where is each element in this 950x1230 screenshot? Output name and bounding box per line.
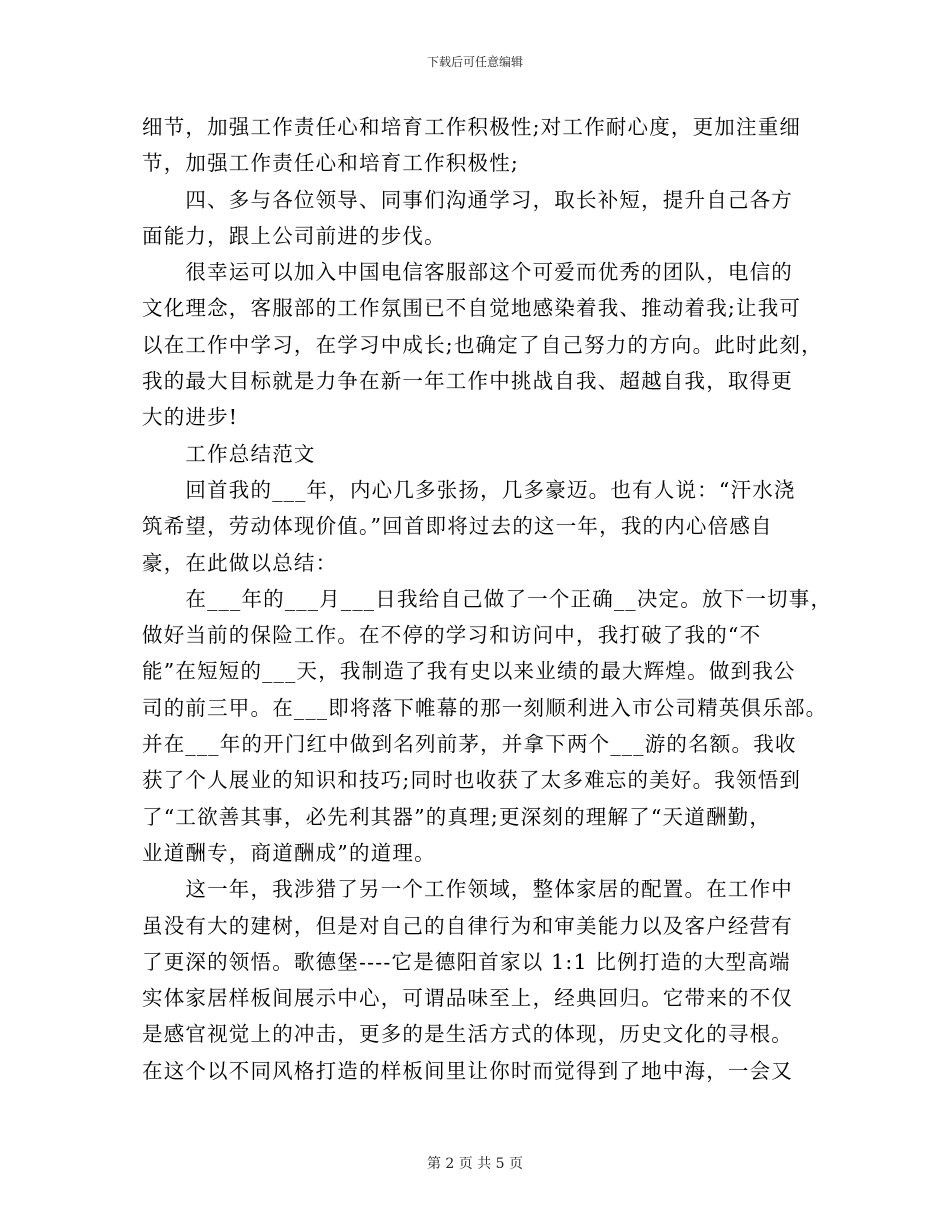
page-header: 下载后可任意编辑 <box>426 55 523 69</box>
text-line: 做好当前的保险工作。在不停的学习和访问中，我打破了我的“不 <box>142 623 762 648</box>
text-line: 细节，加强工作责任心和培育工作积极性;对工作耐心度，更加注重细 <box>142 115 802 139</box>
text-line: 我的最大目标就是力争在新一年工作中挑战自我、超越自我，取得更 <box>142 369 793 394</box>
page-footer: 第 2 页 共 5 页 <box>426 1156 524 1172</box>
text-line: 文化理念，客服部的工作氛围已不自觉地感染着我、推动着我;让我可 <box>142 296 802 321</box>
text-line: 筑希望，劳动体现价值。”回首即将过去的这一年，我的内心倍感自 <box>142 514 773 539</box>
text-line: 实体家居样板间展示中心，可谓品味至上，经典回归。它带来的不仅 <box>142 986 793 1011</box>
section-heading: 工作总结范文 <box>142 441 316 466</box>
text-line: 大的进步! <box>142 405 239 430</box>
text-line: 很幸运可以加入中国电信客服部这个可爱而优秀的团队，电信的 <box>142 260 793 285</box>
text-line: 在这个以不同风格打造的样板间里让你时而觉得到了地中海，一会又 <box>142 1058 793 1083</box>
text-line: 节，加强工作责任心和培育工作积极性; <box>142 151 520 176</box>
text-line: 司的前三甲。在___即将落下帷幕的那一刻顺利进入市公司精英俱乐部。 <box>142 695 828 720</box>
text-line: 获了个人展业的知识和技巧;同时也收获了太多难忘的美好。我领悟到 <box>142 768 802 793</box>
text-line: 虽没有大的建树，但是对自己的自律行为和审美能力以及客户经营有 <box>142 913 793 938</box>
text-line: 是感官视觉上的冲击，更多的是生活方式的体现，历史文化的寻根。 <box>142 1022 793 1047</box>
text-line: 面能力，跟上公司前进的步伐。 <box>142 223 446 248</box>
text-line: 豪，在此做以总结： <box>142 550 338 575</box>
text-line: 了“工欲善其事，必先利其器”的真理;更深刻的理解了“天道酬勤， <box>142 804 772 829</box>
text-line: 业道酬专，商道酬成”的道理。 <box>142 840 436 865</box>
text-line: 四、多与各位领导、同事们沟通学习，取长补短，提升自己各方 <box>142 187 793 212</box>
text-line: 回首我的___年，内心几多张扬，几多豪迈。也有人说：“汗水浇 <box>142 477 796 502</box>
text-line: 在___年的___月___日我给自己做了一个正确__决定。放下一切事， <box>142 586 833 611</box>
text-line: 以在工作中学习，在学习中成长;也确定了自己努力的方向。此时此刻， <box>142 332 823 357</box>
text-line: 这一年，我涉猎了另一个工作领域，整体家居的配置。在工作中 <box>142 877 793 902</box>
text-line: 能”在短短的___天，我制造了我有史以来业绩的最大辉煌。做到我公 <box>142 659 796 684</box>
text-line: 并在___年的开门红中做到名列前茅，并拿下两个___游的名额。我收 <box>142 732 797 757</box>
text-line: 了更深的领悟。歌德堡----它是德阳首家以 1:1 比例打造的大型高端 <box>142 949 791 974</box>
document-body <box>142 109 832 1089</box>
